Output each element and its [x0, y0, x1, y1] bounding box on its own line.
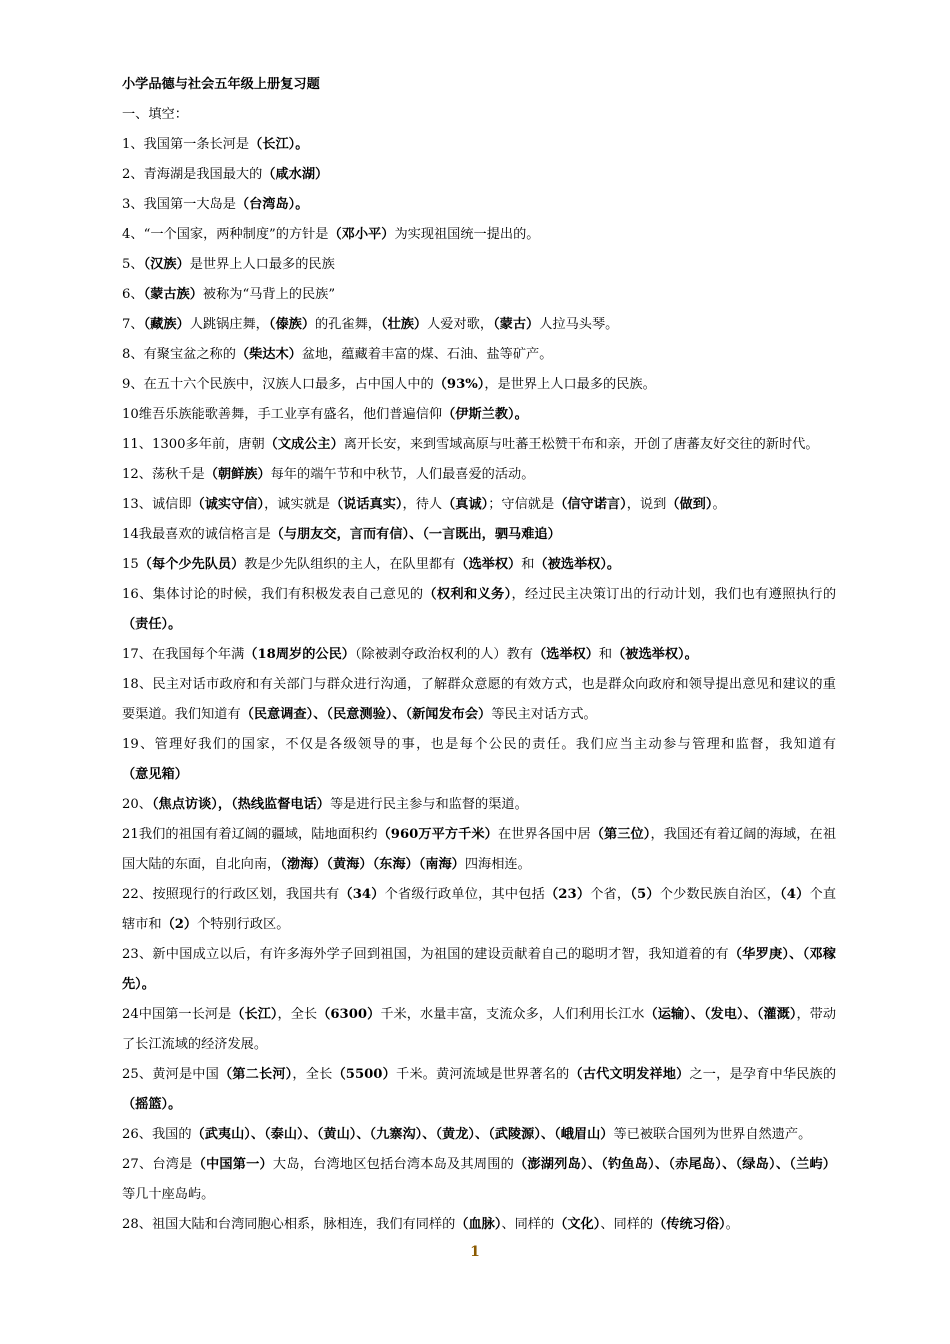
answer-text: （壮族）: [380, 317, 428, 332]
question-text: 等民主对话方式。: [491, 707, 597, 722]
question-text: 人跳锅庄舞，: [189, 317, 269, 332]
answer-text: （华罗庚）、（邓稼先）。: [122, 947, 836, 992]
question-text: 8、有聚宝盆之称的: [122, 347, 236, 362]
question-item: [122, 160, 836, 190]
answer-text: （18周岁的公民）: [244, 647, 355, 662]
page-number: 1: [470, 1244, 480, 1260]
question-item: [122, 820, 836, 880]
answer-text: （运输）、（发电）、（灌溉）: [644, 1007, 797, 1022]
answer-text: （汉族）: [143, 257, 190, 272]
question-text: 教是少先队组织的主人，在队里都有: [244, 557, 456, 572]
question-text: ，带动了长江流域的经济发展。: [122, 1007, 837, 1052]
question-text: 千米。黄河流域是世界著名的: [395, 1067, 570, 1082]
question-text: 盆地，蕴藏着丰富的煤、石油、盐等矿产。: [301, 347, 553, 362]
question-text: 7、: [122, 317, 144, 332]
answer-text: （与朋友交，言而有信）、（一言既出，驷马难追）: [270, 527, 561, 542]
answer-text: （文化）: [554, 1217, 601, 1232]
question-text: 19、管理好我们的国家，不仅是各级领导的事，也是每个公民的责任。我们应当主动参与管理和监督，我知道有: [122, 737, 836, 752]
question-text: 等是进行民主参与和监督的渠道。: [329, 797, 528, 812]
answer-text: （第二长河）: [218, 1067, 293, 1082]
answer-text: （960万平方千米）: [377, 827, 498, 842]
answer-text: （藏族）: [143, 317, 190, 332]
question-text: 是世界上人口最多的民族: [189, 257, 335, 272]
question-text: 、同样的: [600, 1217, 654, 1232]
question-text: 10维吾乐族能歌善舞，手工业享有盛名，他们普遍信仰: [122, 407, 443, 422]
question-text: 和: [521, 557, 535, 572]
question-text: 4、“一个国家，两种制度”的方针是: [122, 227, 329, 242]
answer-text: （责任）。: [122, 617, 182, 632]
answer-text: （文成公主）: [264, 437, 344, 452]
answer-text: （摇篮）。: [122, 1097, 182, 1112]
question-text: 之一，是孕育中华民族的: [689, 1067, 837, 1082]
question-text: 人爱对歌，: [427, 317, 494, 332]
question-item: [122, 490, 836, 520]
question-item: [122, 250, 836, 280]
question-text: 。: [712, 497, 726, 512]
answer-text: （傣族）: [268, 317, 316, 332]
question-item: [122, 370, 836, 400]
answer-text: （焦点访谈），（热线监督电话）: [151, 797, 330, 812]
question-text: ，说到: [626, 497, 667, 512]
answer-text: （真诚）: [442, 497, 489, 512]
question-text: 3、我国第一大岛是: [122, 197, 236, 212]
answer-text: （选举权）: [455, 557, 522, 572]
answer-text: （信守诺言）: [554, 497, 627, 512]
question-text: ，我国还有着辽阔的海域，在祖国大陆的东面，自北向南，: [122, 827, 837, 872]
question-item: [122, 1120, 836, 1150]
answer-text: （4）: [780, 887, 810, 902]
section-heading: 一、填空：: [122, 107, 188, 122]
answer-text: （93%）: [433, 377, 485, 392]
question-text: 的孔雀舞，: [315, 317, 381, 332]
question-item: [122, 640, 836, 670]
question-text: 23、新中国成立以后，有许多海外学子回到祖国，为祖国的建设贡献着自己的聪明才智，我知道着的有: [122, 947, 729, 962]
question-text: 和: [598, 647, 613, 662]
question-item: [122, 730, 836, 790]
question-text: 20、: [122, 797, 152, 812]
question-text: 大岛，台湾地区包括台湾本岛及其周围的: [272, 1157, 514, 1172]
question-list: [122, 130, 836, 1240]
answer-text: （古代文明发祥地）: [569, 1067, 690, 1082]
answer-text: （5）: [630, 887, 660, 902]
answer-text: （23）: [544, 887, 591, 902]
answer-text: （中国第一）: [192, 1157, 273, 1172]
question-item: [122, 1000, 836, 1060]
answer-text: （传统习俗）: [653, 1217, 726, 1232]
question-text: 13、诚信即: [122, 497, 192, 512]
question-text: （除被剥夺政治权利的人）教有: [354, 647, 533, 662]
question-text: 在世界各国中居: [497, 827, 591, 842]
question-text: 6、: [122, 287, 144, 302]
answer-text: （柴达木）: [235, 347, 302, 362]
question-text: 22、按照现行的行政区划，我国共有: [122, 887, 340, 902]
question-text: 个直辖市和: [122, 887, 837, 932]
question-item: [122, 1210, 836, 1240]
question-text: 11、1300多年前，唐朝: [122, 437, 265, 452]
question-text: ，待人: [402, 497, 443, 512]
question-item: [122, 430, 836, 460]
question-text: 15: [122, 557, 139, 572]
question-item: [122, 130, 836, 160]
answer-text: （说话真实）: [330, 497, 403, 512]
question-text: 1、我国第一条长河是: [122, 137, 250, 152]
question-text: 离开长安，来到雪域高原与吐蕃王松赞干布和亲，开创了唐蕃友好交往的新时代。: [343, 437, 819, 452]
question-item: [122, 940, 836, 1000]
answer-text: （34）: [339, 887, 385, 902]
answer-text: （邓小平）: [328, 227, 395, 242]
answer-text: （咸水湖）: [262, 167, 329, 182]
answer-text: （蒙古族）: [143, 287, 203, 302]
answer-text: （选举权）: [532, 647, 599, 662]
question-item: [122, 310, 836, 340]
answer-text: （意见箱）: [122, 767, 188, 782]
question-text: 17、在我国每个年满: [122, 647, 245, 662]
answer-text: （诚实守信）: [191, 497, 265, 512]
question-item: [122, 340, 836, 370]
question-text: 28、祖国大陆和台湾同胞心相系，脉相连，我们有同样的: [122, 1217, 456, 1232]
answer-text: （被选举权）。: [612, 647, 698, 662]
answer-text: （每个少先队员）: [138, 557, 245, 572]
answer-text: （6300）: [317, 1007, 381, 1022]
question-text: 每年的端午节和中秋节，人们最喜爱的活动。: [270, 467, 535, 482]
question-item: [122, 790, 836, 820]
question-text: 2、青海湖是我国最大的: [122, 167, 263, 182]
question-text: 被称为“马背上的民族”: [202, 287, 336, 302]
answer-text: （第三位）: [590, 827, 651, 842]
question-text: ，是世界上人口最多的民族。: [484, 377, 656, 392]
question-text: 个少数民族自治区，: [659, 887, 781, 902]
question-text: 27、台湾是: [122, 1157, 193, 1172]
question-item: [122, 1150, 836, 1210]
question-text: 16、集体讨论的时候，我们有积极发表自己意见的: [122, 587, 424, 602]
question-text: 。: [725, 1217, 739, 1232]
question-text: 个省，: [590, 887, 631, 902]
answer-text: （蒙古）: [493, 317, 540, 332]
question-text: 21我们的祖国有着辽阔的疆域，陆地面积约: [122, 827, 378, 842]
question-text: 四海相连。: [464, 857, 531, 872]
question-item: [122, 280, 836, 310]
question-text: 24中国第一长河是: [122, 1007, 232, 1022]
question-text: 千米，水量丰富，支流众多，人们利用长江水: [380, 1007, 645, 1022]
question-text: ；守信就是: [488, 497, 555, 512]
answer-text: （被选举权）。: [534, 557, 621, 572]
question-text: 个特别行政区。: [197, 917, 290, 932]
question-item: [122, 460, 836, 490]
question-item: [122, 400, 836, 430]
answer-text: （2）: [161, 917, 198, 932]
question-text: ，全长: [277, 1007, 318, 1022]
answer-text: （武夷山）、（泰山）、（黄山）、（九寨沟）、（黄龙）、（武陵源）、（峨眉山）: [191, 1127, 614, 1142]
answer-text: （民意调查）、（民意测验）、（新闻发布会）: [240, 707, 492, 722]
answer-text: （长江）。: [249, 137, 309, 152]
question-item: [122, 550, 836, 580]
answer-text: （权利和义务）: [423, 587, 512, 602]
question-text: ，经过民主决策订出的行动计划，我们也有遵照执行的: [511, 587, 837, 602]
answer-text: （朝鲜族）: [204, 467, 271, 482]
answer-text: （血脉）: [455, 1217, 502, 1232]
question-text: 等几十座岛屿。: [122, 1187, 215, 1202]
answer-text: （澎湖列岛）、（钓鱼岛）、（赤尾岛）、（绿岛）、（兰屿）: [514, 1157, 836, 1172]
question-text: 12、荡秋千是: [122, 467, 205, 482]
question-text: 25、黄河是中国: [122, 1067, 219, 1082]
document-body: [122, 70, 836, 1240]
question-item: [122, 1060, 836, 1120]
answer-text: （5500）: [332, 1067, 396, 1082]
answer-text: （渤海）（黄海）（东海）（南海）: [280, 857, 465, 872]
question-text: 26、我国的: [122, 1127, 192, 1142]
question-text: ，诚实就是: [264, 497, 330, 512]
question-text: 个省级行政单位，其中包括: [384, 887, 545, 902]
question-text: 等已被联合国列为世界自然遗产。: [613, 1127, 812, 1142]
answer-text: （伊斯兰教）。: [442, 407, 528, 422]
question-item: [122, 670, 836, 730]
question-item: [122, 190, 836, 220]
question-item: [122, 880, 836, 940]
question-text: 14我最喜欢的诚信格言是: [122, 527, 271, 542]
question-item: [122, 220, 836, 250]
answer-text: （台湾岛）。: [235, 197, 309, 212]
answer-text: （做到）: [666, 497, 713, 512]
question-text: 9、在五十六个民族中，汉族人口最多，占中国人中的: [122, 377, 434, 392]
question-text: 18、民主对话市政府和有关部门与群众进行沟通，了解群众意愿的有效方式，也是群众向政府和领导提出意见和建议的重要渠道。我们知道有: [122, 677, 836, 722]
question-text: 为实现祖国统一提出的。: [394, 227, 540, 242]
question-text: 、同样的: [501, 1217, 555, 1232]
document-title: 小学品德与社会五年级上册复习题: [122, 77, 320, 92]
question-text: 5、: [122, 257, 144, 272]
question-item: [122, 520, 836, 550]
question-text: 人拉马头琴。: [539, 317, 619, 332]
question-item: [122, 580, 836, 640]
question-text: ，全长: [292, 1067, 333, 1082]
answer-text: （长江）: [231, 1007, 278, 1022]
